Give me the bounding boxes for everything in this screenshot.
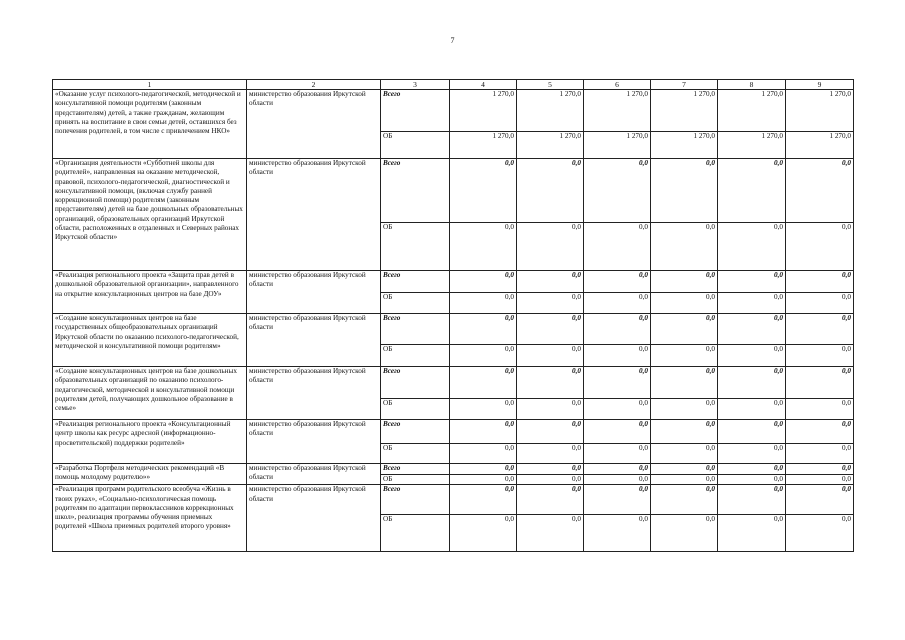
table-row (53, 314, 854, 345)
amount-cell: 0,0 (786, 420, 854, 444)
amount-cell: 0,0 (718, 159, 786, 223)
column-header: 8 (718, 80, 786, 90)
column-header: 3 (381, 80, 450, 90)
amount-cell: 0,0 (718, 223, 786, 271)
amount-cell: 0,0 (786, 223, 854, 271)
amount-cell: 1 270,0 (786, 132, 854, 159)
column-header: 7 (651, 80, 718, 90)
funding-source: ОБ (381, 515, 450, 552)
amount-cell: 0,0 (786, 314, 854, 345)
amount-cell: 0,0 (651, 159, 718, 223)
page-number: 7 (450, 36, 455, 45)
amount-cell: 0,0 (517, 293, 584, 314)
activity-name: «Реализация программ родительского всеобуча «Жизнь в твоих руках», «Социально-психологическая помощь родителям по адаптации первоклассников коррекционных школ», реализация программы обучения приемных родителей «Школа приемных родителей второго уровня» (53, 485, 247, 552)
amount-cell: 0,0 (450, 475, 517, 485)
amount-cell: 0,0 (651, 399, 718, 420)
amount-cell: 0,0 (517, 271, 584, 293)
amount-cell: 0,0 (718, 345, 786, 367)
amount-cell: 0,0 (584, 314, 651, 345)
amount-cell: 0,0 (651, 223, 718, 271)
amount-cell: 0,0 (718, 444, 786, 464)
executor: министерство образования Иркутской области (247, 314, 381, 367)
amount-cell: 0,0 (718, 367, 786, 399)
amount-cell: 1 270,0 (517, 90, 584, 132)
amount-cell: 1 270,0 (651, 90, 718, 132)
executor: министерство образования Иркутской области (247, 90, 381, 159)
amount-cell: 0,0 (450, 293, 517, 314)
table-row (53, 485, 854, 515)
amount-cell: 0,0 (517, 399, 584, 420)
table-row (53, 420, 854, 444)
amount-cell: 0,0 (450, 444, 517, 464)
funding-source: ОБ (381, 444, 450, 464)
amount-cell: 0,0 (651, 271, 718, 293)
amount-cell: 0,0 (450, 367, 517, 399)
activity-name: «Реализация регионального проекта «Защита прав детей в дошкольной образовательной организации», направленного на открытие консультационных центров на базе ДОУ» (53, 271, 247, 314)
amount-cell: 0,0 (584, 223, 651, 271)
activity-name: «Разработка Портфеля методических рекомендаций «В помощь молодому родителю»» (53, 464, 247, 485)
amount-cell: 0,0 (517, 159, 584, 223)
table-row (53, 271, 854, 293)
funding-source: Всего (381, 420, 450, 444)
amount-cell: 0,0 (584, 475, 651, 485)
amount-cell: 0,0 (651, 475, 718, 485)
amount-cell: 0,0 (651, 293, 718, 314)
amount-cell: 0,0 (584, 345, 651, 367)
funding-source: ОБ (381, 345, 450, 367)
amount-cell: 0,0 (450, 223, 517, 271)
executor: министерство образования Иркутской области (247, 271, 381, 314)
amount-cell: 0,0 (718, 485, 786, 515)
amount-cell: 0,0 (450, 420, 517, 444)
funding-source: Всего (381, 90, 450, 132)
amount-cell: 0,0 (584, 464, 651, 475)
amount-cell: 0,0 (517, 345, 584, 367)
amount-cell: 0,0 (517, 485, 584, 515)
amount-cell: 0,0 (517, 515, 584, 552)
column-header: 5 (517, 80, 584, 90)
header-row (53, 80, 854, 90)
column-header: 2 (247, 80, 381, 90)
budget-table (52, 79, 854, 552)
amount-cell: 0,0 (651, 485, 718, 515)
amount-cell: 0,0 (517, 475, 584, 485)
column-header: 9 (786, 80, 854, 90)
amount-cell: 0,0 (718, 293, 786, 314)
activity-name: «Реализация регионального проекта «Консультационный центр школы как ресурс адресной (информационно-просветительской) поддержки родителей» (53, 420, 247, 464)
amount-cell: 0,0 (517, 367, 584, 399)
executor: министерство образования Иркутской области (247, 420, 381, 464)
amount-cell: 0,0 (517, 420, 584, 444)
amount-cell: 0,0 (584, 159, 651, 223)
column-header: 4 (450, 80, 517, 90)
funding-source: Всего (381, 159, 450, 223)
amount-cell: 0,0 (450, 515, 517, 552)
amount-cell: 0,0 (450, 464, 517, 475)
amount-cell: 0,0 (786, 345, 854, 367)
activity-name: «Создание консультационных центров на базе дошкольных образовательных организаций по оказанию психолого-педагогической, методической и консультативной помощи родителям детей, получающих дошкольное образование в семье» (53, 367, 247, 420)
amount-cell: 0,0 (786, 464, 854, 475)
amount-cell: 0,0 (651, 420, 718, 444)
amount-cell: 0,0 (786, 159, 854, 223)
amount-cell: 0,0 (450, 271, 517, 293)
amount-cell: 0,0 (584, 293, 651, 314)
amount-cell: 1 270,0 (517, 132, 584, 159)
amount-cell: 0,0 (786, 485, 854, 515)
amount-cell: 0,0 (450, 345, 517, 367)
amount-cell: 0,0 (718, 515, 786, 552)
amount-cell: 1 270,0 (450, 132, 517, 159)
amount-cell: 0,0 (517, 314, 584, 345)
amount-cell: 0,0 (517, 223, 584, 271)
amount-cell: 1 270,0 (718, 90, 786, 132)
table-row (53, 464, 854, 475)
funding-source: Всего (381, 367, 450, 399)
amount-cell: 0,0 (786, 475, 854, 485)
activity-name: «Организация деятельности «Субботней школы для родителей», направленная на оказание методической, правовой, психолого-педагогической, диагностической и консультативной помощи, (включая службу ранней коррекционной помощи) родителям (законным представителям) детей на базе дошкольных образовательных организаций, образовательных организаций Иркутской области, расположенных в отдаленных и Северных районах Иркутской области» (53, 159, 247, 271)
executor: министерство образования Иркутской области (247, 485, 381, 552)
funding-source: Всего (381, 464, 450, 475)
amount-cell: 0,0 (651, 314, 718, 345)
table-row (53, 367, 854, 399)
amount-cell: 1 270,0 (584, 132, 651, 159)
amount-cell: 0,0 (584, 367, 651, 399)
amount-cell: 0,0 (718, 464, 786, 475)
amount-cell: 0,0 (584, 485, 651, 515)
funding-source: ОБ (381, 132, 450, 159)
amount-cell: 1 270,0 (651, 132, 718, 159)
amount-cell: 0,0 (651, 444, 718, 464)
activity-name: «Создание консультационных центров на базе государственных общеобразовательных организаций Иркутской области по оказанию психолого-педагогической, методической и консультативной помощи родителям» (53, 314, 247, 367)
amount-cell: 0,0 (718, 271, 786, 293)
amount-cell: 0,0 (651, 345, 718, 367)
funding-source: ОБ (381, 399, 450, 420)
funding-source: Всего (381, 485, 450, 515)
amount-cell: 0,0 (786, 367, 854, 399)
funding-source: Всего (381, 314, 450, 345)
amount-cell: 0,0 (584, 271, 651, 293)
amount-cell: 0,0 (651, 515, 718, 552)
amount-cell: 0,0 (450, 314, 517, 345)
amount-cell: 0,0 (718, 314, 786, 345)
amount-cell: 0,0 (786, 271, 854, 293)
activity-name: «Оказание услуг психолого-педагогической, методической и консультативной помощи родителям (законным представителям) детей, а также гражданам, желающим принять на воспитание в свои семьи детей, оставшихся без попечения родителей, в том числе с привлечением НКО» (53, 90, 247, 159)
funding-source: ОБ (381, 223, 450, 271)
column-header: 6 (584, 80, 651, 90)
column-header: 1 (53, 80, 247, 90)
amount-cell: 0,0 (450, 485, 517, 515)
amount-cell: 0,0 (786, 293, 854, 314)
amount-cell: 0,0 (786, 444, 854, 464)
amount-cell: 0,0 (651, 367, 718, 399)
table-row (53, 90, 854, 132)
amount-cell: 1 270,0 (718, 132, 786, 159)
table-row (53, 159, 854, 223)
amount-cell: 0,0 (718, 420, 786, 444)
amount-cell: 0,0 (718, 399, 786, 420)
amount-cell: 1 270,0 (450, 90, 517, 132)
funding-source: ОБ (381, 475, 450, 485)
funding-source: ОБ (381, 293, 450, 314)
amount-cell: 1 270,0 (786, 90, 854, 132)
amount-cell: 0,0 (651, 464, 718, 475)
executor: министерство образования Иркутской области (247, 159, 381, 271)
amount-cell: 0,0 (450, 399, 517, 420)
amount-cell: 0,0 (718, 475, 786, 485)
amount-cell: 0,0 (517, 444, 584, 464)
amount-cell: 0,0 (584, 444, 651, 464)
executor: министерство образования Иркутской области (247, 464, 381, 485)
executor: министерство образования Иркутской области (247, 367, 381, 420)
amount-cell: 0,0 (584, 399, 651, 420)
amount-cell: 0,0 (450, 159, 517, 223)
amount-cell: 0,0 (584, 515, 651, 552)
funding-source: Всего (381, 271, 450, 293)
amount-cell: 0,0 (517, 464, 584, 475)
amount-cell: 0,0 (786, 515, 854, 552)
amount-cell: 1 270,0 (584, 90, 651, 132)
amount-cell: 0,0 (786, 399, 854, 420)
amount-cell: 0,0 (584, 420, 651, 444)
